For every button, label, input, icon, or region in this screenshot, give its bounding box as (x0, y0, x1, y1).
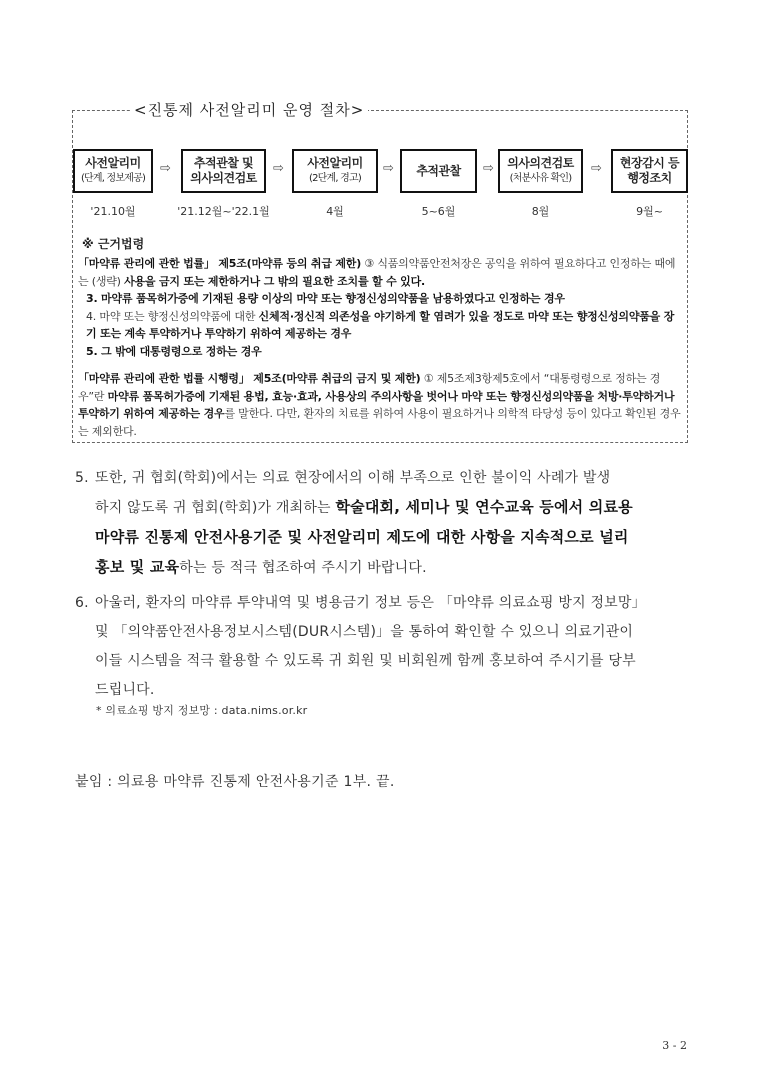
arrow-icon: ⇨ (383, 161, 394, 176)
page-number: 3 - 2 (662, 1039, 687, 1052)
law-1-text-bold: 사용을 금지 또는 제한하거나 그 밖의 필요한 조치를 할 수 있다. (124, 274, 425, 288)
law-1-title: 「마약류 관리에 관한 법률」 제5조(마약류 등의 취급 제한) (78, 257, 362, 270)
arrow-icon: ⇨ (160, 161, 171, 176)
step-6-sub: 행정조치 (627, 171, 672, 185)
law-1-item-3: 3. 마약류 품목허가증에 기재된 용량 이상의 마약 또는 향정신성의약품을 남용하였다고 인정하는 경우 (86, 292, 565, 305)
paragraph-6 (75, 589, 703, 705)
step-2-sub: 의사의견검토 (190, 171, 257, 185)
step-5-date: 8월 (531, 205, 550, 218)
step-1-main: 사전알리미 (85, 156, 141, 170)
step-4-date: 5~6월 (421, 205, 456, 218)
step-5-sub: (처분사유 확인) (509, 173, 572, 184)
law-2-text-2: 를 말한다. 다만, 환자의 치료를 위하여 사용이 필요하거나 의학적 타당성 등이 있다고 확인된 경우는 제외한다. (78, 407, 681, 438)
step-1-sub: (단계, 정보제공) (80, 173, 146, 184)
paragraph-5-number: 5. (75, 470, 89, 486)
law-2 (78, 370, 682, 440)
attachment-line: 붙임 : 의료용 마약류 진통제 안전사용기준 1부. 끝. (75, 774, 395, 790)
procedure-title: <진통제 사전알리미 운영 절차> (130, 99, 368, 120)
paragraph-6-line-1: 아울러, 환자의 마약류 투약내역 및 병용금기 정보 등은 「마약류 의료쇼핑 방지 정보망」 (95, 595, 646, 611)
arrow-icon: ⇨ (483, 161, 494, 176)
paragraph-5-line-2: 하지 않도록 귀 협회(학회)가 개최하는 (95, 500, 336, 516)
paragraph-6-line-4: 드립니다. (95, 682, 155, 698)
step-3 (292, 149, 378, 193)
paragraph-6-line-3: 이들 시스템을 적극 활용할 수 있도록 귀 회원 및 비회원께 함께 홍보하여 주시기를 당부 (95, 653, 636, 669)
law-1-item-4: 4. 마약 또는 향정신성의약품에 대한 신체적·정신적 의존성을 야기하게 할 염려가 있을 정도로 마약 또는 향정신성의약품을 장기 또는 계속 투약하거나 투약하기 위하여 제공하는 경우 (86, 309, 675, 340)
step-5 (498, 149, 583, 193)
law-2-text-1: ① 제5조제3항제5호에서 “대통령령으로 정하는 경우”란 (78, 372, 661, 403)
step-1-date: '21.10월 (90, 205, 136, 218)
law-2-text-bold: 마약류 품목허가증에 기재된 용법, 효능·효과, 사용상의 주의사항을 벗어나 마약 또는 향정신성의약품을 처방·투약하거나 투약하기 위하여 제공하는 경우 (78, 389, 675, 420)
step-6-main: 현장감시 등 (619, 156, 680, 170)
paragraph-5-line-4-bold: 홍보 및 교육 (95, 558, 180, 576)
step-2-main: 추적관찰 및 (193, 156, 254, 170)
law-2-title: 「마약류 관리에 관한 법률 시행령」 제5조(마약류 취급의 금지 및 제한) (78, 372, 421, 385)
paragraph-6-number: 6. (75, 595, 89, 611)
step-5-main: 의사의견검토 (507, 156, 574, 170)
paragraph-5-line-1: 또한, 귀 협회(학회)에서는 의료 현장에서의 이해 부족으로 인한 불이익 사례가 발생 (95, 470, 611, 486)
step-6 (611, 149, 688, 193)
step-2 (181, 149, 266, 193)
paragraph-5-line-4: 하는 등 적극 협조하여 주시기 바랍니다. (179, 560, 427, 576)
arrow-icon: ⇨ (273, 161, 284, 176)
law-1-item-5: 5. 그 밖에 대통령령으로 정하는 경우 (86, 344, 262, 358)
paragraph-5-line-2-bold: 학술대회, 세미나 및 연수교육 등에서 의료용 (335, 498, 633, 516)
step-3-date: 4월 (326, 205, 344, 218)
step-6-date: 9월~ (636, 205, 663, 218)
paragraph-6-line-2: 및 「의약품안전사용정보시스템(DUR시스템)」을 통하여 확인할 수 있으니 의료기관이 (95, 624, 634, 640)
step-4 (400, 149, 477, 193)
footnote: * 의료쇼핑 방지 정보망 : data.nims.or.kr (96, 704, 308, 717)
arrow-icon: ⇨ (591, 161, 602, 176)
law-1-text: ③ 식품의약품안전처장은 공익을 위하여 필요하다고 인정하는 때에는 (생략) (78, 257, 676, 288)
step-3-main: 사전알리미 (307, 156, 363, 170)
step-4-main: 추적관찰 (416, 163, 461, 178)
law-1 (78, 255, 682, 360)
law-heading: ※ 근거법령 (82, 237, 145, 251)
paragraph-5-line-3: 마약류 진통제 안전사용기준 및 사전알리미 제도에 대한 사항을 지속적으로 널리 (95, 528, 629, 546)
step-3-sub: (2단계, 경고) (309, 173, 361, 184)
step-2-date: '21.12월~'22.1월 (177, 205, 270, 218)
paragraph-5 (75, 464, 703, 583)
step-1 (73, 149, 153, 193)
